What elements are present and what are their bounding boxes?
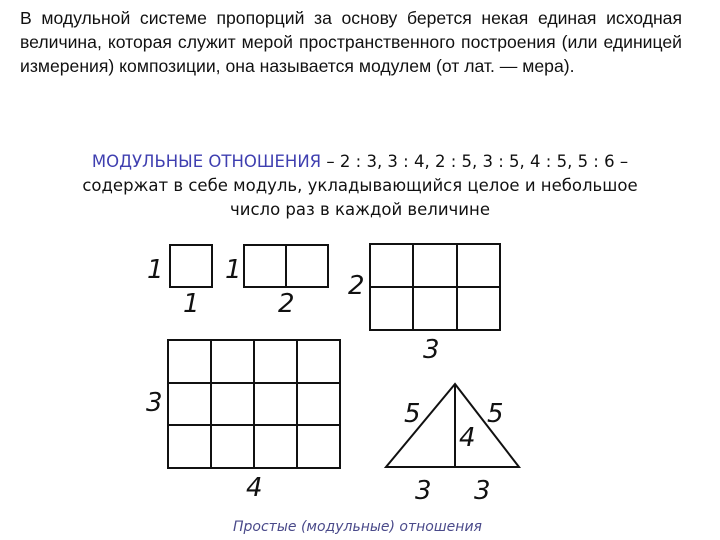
square-1x1 — [170, 245, 212, 287]
rect-1x2-bottom-label: 2 — [278, 289, 295, 319]
triangle-right-side-label: 5 — [487, 399, 504, 429]
triangle-height-label: 4 — [459, 423, 476, 453]
square-1x1-outline — [170, 245, 212, 287]
rect-1x2-side-label: 1 — [225, 255, 242, 285]
rect-2x3 — [370, 244, 500, 330]
rect-2x3-bottom-label: 3 — [423, 335, 440, 365]
caption-heading: МОДУЛЬНЫЕ ОТНОШЕНИЯ — [91, 152, 322, 171]
rect-3x4-side-label: 3 — [146, 388, 163, 418]
rect-3x4-bottom-label: 4 — [246, 473, 263, 503]
triangle-left-base-label: 3 — [415, 476, 432, 506]
triangle-right-base-label: 3 — [474, 476, 491, 506]
triangle-left-side-label: 5 — [404, 399, 421, 429]
rect-2x3-side-label: 2 — [348, 271, 365, 301]
caption-ratios: – 2 : 3, 3 : 4, 2 : 5, 3 : 5, 4 : 5, 5 : 6 – — [321, 152, 629, 171]
figure-caption: Простые (модульные) отношения — [233, 519, 482, 535]
rect-3x4 — [168, 340, 340, 468]
rect-1x2 — [244, 245, 328, 287]
square-1x1-bottom-label: 1 — [183, 289, 200, 319]
caption-line-2: содержат в себе модуль, укладывающийся целое и небольшое — [82, 176, 638, 195]
caption-line-3: число раз в каждой величине — [230, 200, 490, 219]
square-1x1-side-label: 1 — [147, 255, 164, 285]
intro-paragraph: В модульной системе пропорций за основу берется некая единая исходная величина, которая служит мерой пространственного построения (или единицей измерения) композиции, она называется модулем (от лат. — мера). — [20, 8, 682, 76]
